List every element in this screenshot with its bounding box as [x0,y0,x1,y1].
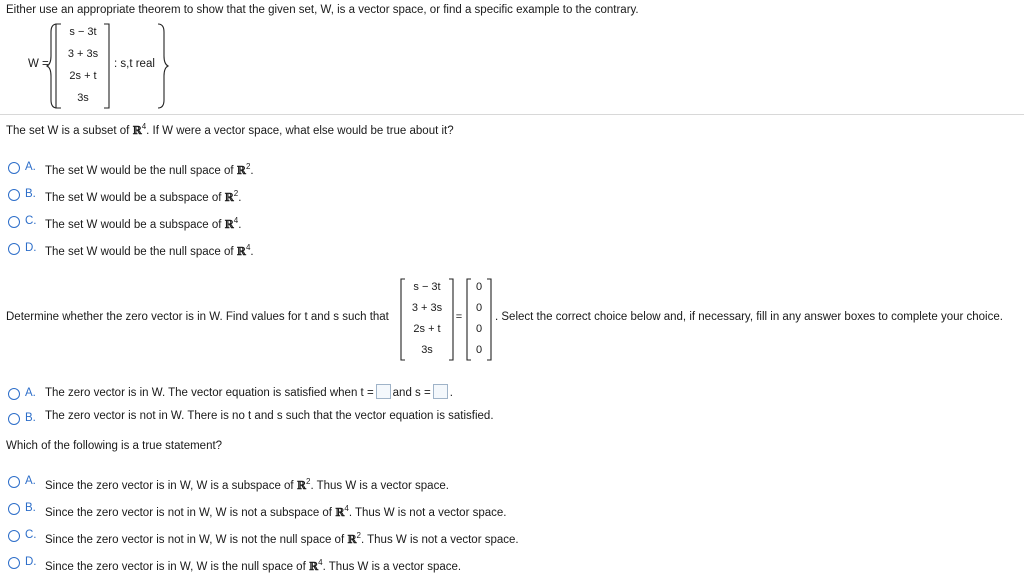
q3-option-c-radio[interactable] [8,530,20,542]
q1-option-b-radio[interactable] [8,189,20,201]
q1-option-c-letter: C. [25,215,37,227]
q2-vector-entry-3: 2s + t [413,323,441,335]
q2-option-a-letter: A. [25,387,36,399]
q1-option-d-letter: D. [25,242,37,254]
q1-option-d-text[interactable]: The set W would be the null space of ℝ$^4$. [45,243,254,258]
set-condition: : s,t real [114,58,155,70]
q3-option-b-letter: B. [25,502,36,514]
q3-option-d-text[interactable]: Since the zero vector is in W, W is the null space of ℝ$^4$. Thus W is a vector space. [45,558,462,573]
intro-text: Either use an appropriate theorem to show that the given set, W, is a vector space, or find a specific example to the contrary. [6,4,639,16]
q2-option-a-text[interactable]: The zero vector is in W. The vector equation is satisfied when t = and s = . [45,384,453,399]
set-lhs: W = [28,58,49,70]
q1-option-b-text[interactable]: The set W would be a subspace of ℝ$^2$. [45,189,242,204]
q2-option-b-letter: B. [25,412,36,424]
q2-vector-entry-1: s − 3t [413,281,441,293]
q1-prompt: The set W is a subset of ℝ$^4$. If W were a vector space, what else would be true about it? [6,122,454,137]
s-answer-box[interactable] [433,384,448,399]
t-answer-box[interactable] [376,384,391,399]
q3-option-d-radio[interactable] [8,557,20,569]
divider [0,114,1024,115]
set-entry-2: 3 + 3s [67,48,99,60]
q2-prompt-right: . Select the correct choice below and, if necessary, fill in any answer boxes to complete your choice. [495,311,1003,323]
q3-option-a-text[interactable]: Since the zero vector is in W, W is a subspace of ℝ$^2$. Thus W is a vector space. [45,477,449,492]
q2-option-b-radio[interactable] [8,413,20,425]
set-entry-3: 2s + t [69,70,97,82]
q2-zero-entry-2: 0 [475,302,483,314]
q1-option-a-radio[interactable] [8,162,20,174]
q3-option-c-text[interactable]: Since the zero vector is not in W, W is not the null space of ℝ$^2$. Thus W is not a vector space. [45,531,519,546]
q2-zero-entry-4: 0 [475,344,483,356]
q1-option-a-letter: A. [25,161,36,173]
q2-equals-sign: = [455,311,463,323]
q1-option-c-radio[interactable] [8,216,20,228]
q3-option-c-letter: C. [25,529,37,541]
real-symbol: ℝ [132,124,142,137]
q3-option-a-radio[interactable] [8,476,20,488]
q2-option-b-text[interactable]: The zero vector is not in W. There is no t and s such that the vector equation is satisfied. [45,410,494,422]
q2-prompt-left: Determine whether the zero vector is in W. Find values for t and s such that [6,311,389,323]
q2-zero-entry-1: 0 [475,281,483,293]
q1-option-c-text[interactable]: The set W would be a subspace of ℝ$^4$. [45,216,242,231]
q2-vector-entry-2: 3 + 3s [411,302,443,314]
q3-option-d-letter: D. [25,556,37,568]
set-entry-1: s − 3t [69,26,97,38]
q3-option-b-text[interactable]: Since the zero vector is not in W, W is not a subspace of ℝ$^4$. Thus W is not a vector space. [45,504,507,519]
q1-option-b-letter: B. [25,188,36,200]
q2-zero-entry-3: 0 [475,323,483,335]
q3-option-b-radio[interactable] [8,503,20,515]
q3-prompt: Which of the following is a true statement? [6,440,223,452]
q1-option-d-radio[interactable] [8,243,20,255]
q2-vector-entry-4: 3s [421,344,433,356]
set-entry-4: 3s [77,92,89,104]
q3-option-a-letter: A. [25,475,36,487]
q1-option-a-text[interactable]: The set W would be the null space of ℝ$^2$. [45,162,254,177]
q2-option-a-radio[interactable] [8,388,20,400]
